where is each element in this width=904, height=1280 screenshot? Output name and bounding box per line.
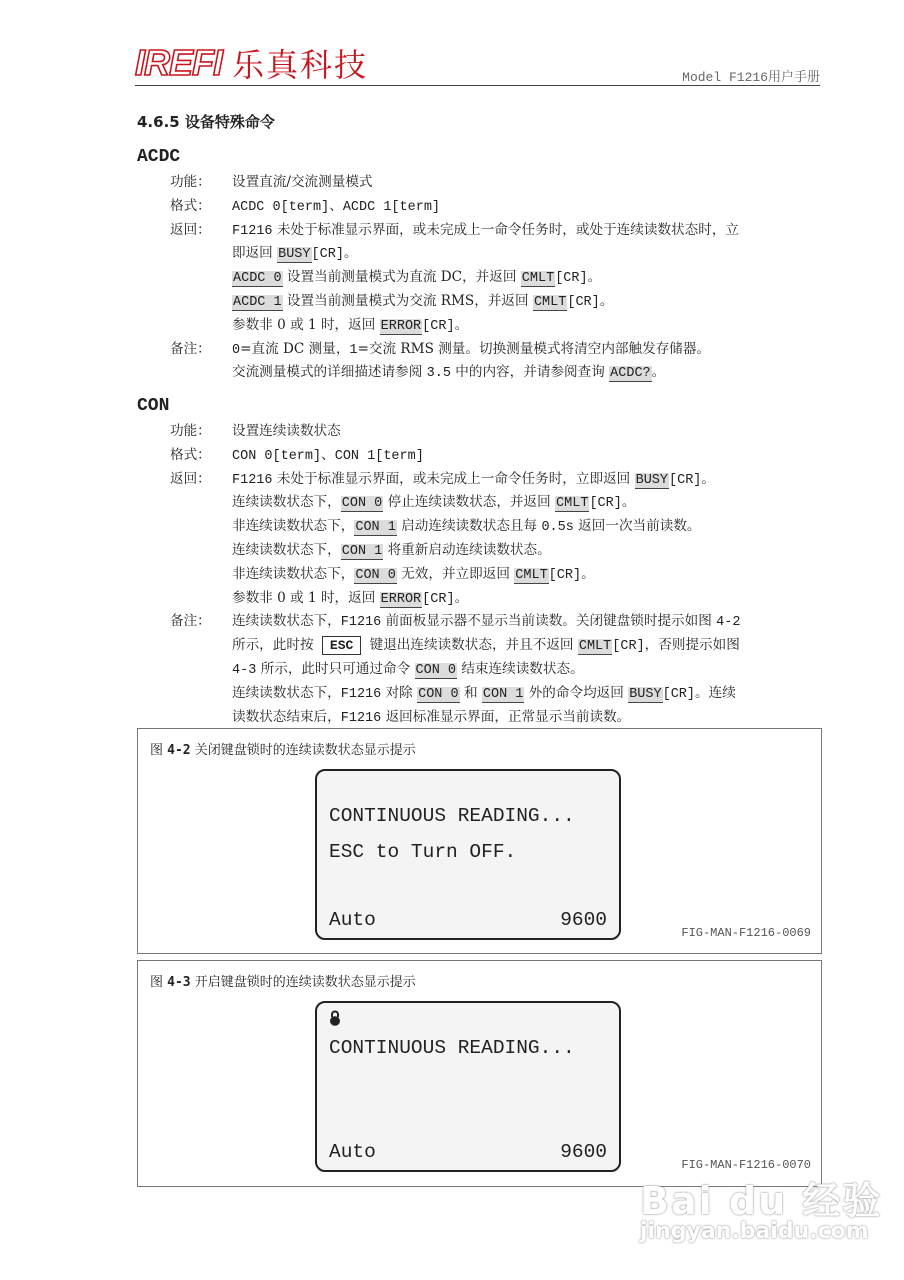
command-reference: CMLT — [533, 295, 567, 310]
code-text: ACDC 0[term] — [232, 199, 330, 215]
text-segment: 交流测量模式的详细描述请参阅 — [232, 364, 427, 381]
field-label: 格式： — [170, 446, 211, 463]
company-logo — [135, 44, 368, 82]
code-text: CON 1[term] — [334, 448, 424, 464]
figure-id: FIG-MAN-F1216-0069 — [681, 926, 811, 940]
code-text: [CR] — [662, 686, 696, 702]
text-segment: 。 — [701, 470, 715, 487]
command-reference: BUSY — [635, 472, 668, 488]
lcd-baud: 9600 — [560, 1141, 607, 1163]
command-reference: BUSY — [629, 686, 662, 702]
text-line — [232, 564, 595, 586]
logo-mark: IREFI — [135, 42, 223, 83]
text-segment: 。连续 — [695, 684, 736, 701]
code-text: 4-2 — [716, 615, 741, 631]
text-segment: 外的命令均返回 — [524, 684, 629, 701]
text-segment: 。 — [599, 293, 614, 309]
lcd-baud: 9600 — [560, 909, 607, 931]
command-reference: CON 1 — [341, 544, 383, 559]
lcd-mode: Auto — [329, 909, 376, 931]
code-text: [CR] — [567, 295, 600, 310]
lock-icon — [329, 1010, 341, 1026]
command-reference: CMLT — [578, 639, 612, 655]
code-text: F1216 — [340, 615, 382, 631]
text-line — [232, 469, 715, 491]
text-line — [232, 220, 739, 242]
text-line — [232, 243, 358, 265]
figure-number: 4-3 — [167, 975, 191, 990]
command-reference: CON 1 — [482, 686, 524, 702]
text-segment: 键退出连续读数状态，并且不返回 — [365, 637, 578, 654]
text-segment: 连续读数状态下， — [232, 684, 341, 701]
code-text: ACDC 1[term] — [342, 199, 441, 215]
code-text: 1 — [349, 342, 358, 358]
text-segment: 将重新启动连续读数状态。 — [383, 542, 551, 558]
text-line — [232, 611, 740, 633]
text-segment: 返回标准显示界面，正常显示当前读数。 — [381, 708, 631, 725]
code-text: F1216 — [232, 472, 273, 488]
code-text: F1216 — [232, 223, 273, 239]
watermark-url: jingyan.baidu.com — [640, 1219, 869, 1244]
figure-caption-text: 关闭键盘锁时的连续读数状态显示提示 — [190, 743, 416, 758]
text-segment: =交流 RMS 测量。切换测量模式将清空内部触发存储器。 — [357, 340, 711, 357]
command-reference: BUSY — [278, 247, 311, 263]
code-text: CON 0[term] — [232, 448, 322, 464]
text-segment: 参数非 0 或 1 时，返回 — [232, 316, 380, 333]
field-label: 备注： — [170, 340, 211, 357]
text-segment: =直流 DC 测量， — [240, 340, 350, 357]
text-segment: 即返回 — [232, 245, 278, 262]
text-line — [232, 445, 424, 467]
text-segment: 设置连续读数状态 — [232, 423, 341, 439]
figure-prefix: 图 — [150, 975, 168, 990]
text-line — [232, 540, 551, 562]
code-text: 4-3 — [232, 663, 257, 678]
section-title: 4.6.5 设备特殊命令 — [137, 113, 275, 131]
command-reference: CON 1 — [355, 520, 396, 536]
text-segment: 所示，此时按 — [232, 637, 318, 654]
text-segment: 。 — [454, 589, 469, 606]
figure-caption-text: 开启键盘锁时的连续读数状态显示提示 — [190, 975, 416, 990]
text-segment: 结束连续读数状态。 — [457, 661, 584, 677]
text-line — [232, 492, 635, 514]
text-segment: 设置直流/交流测量模式 — [232, 174, 373, 190]
text-segment: 对除 — [381, 684, 418, 701]
figure-id: FIG-MAN-F1216-0070 — [681, 1158, 811, 1172]
text-segment: ，否则提示如图 — [644, 637, 740, 654]
command-reference: CMLT — [521, 271, 555, 287]
field-label: 功能： — [170, 423, 211, 439]
field-label: 格式： — [170, 197, 211, 214]
code-text: 0.5s — [541, 520, 574, 536]
header-manual-title — [682, 66, 820, 85]
command-reference: ERROR — [380, 318, 422, 334]
text-segment: 。 — [343, 245, 358, 262]
code-text: 3.5 — [426, 366, 451, 382]
text-line — [232, 683, 736, 705]
baidu-watermark — [640, 1170, 882, 1244]
command-name-acdc: ACDC — [137, 147, 181, 167]
text-line — [232, 516, 701, 538]
logo-company-name: 乐真科技 — [232, 46, 369, 84]
command-reference: CON 0 — [415, 663, 457, 678]
manual-label: 用户手册 — [767, 70, 820, 85]
text-line — [232, 339, 710, 361]
text-line — [232, 635, 740, 657]
code-text: 0 — [232, 342, 241, 358]
command-reference: CON 0 — [341, 496, 383, 512]
field-label: 返回： — [170, 221, 211, 238]
text-segment: 连续读数状态下， — [232, 542, 341, 558]
code-text: [CR] — [422, 591, 455, 607]
text-segment: 和 — [459, 684, 482, 701]
field-label: 功能： — [170, 174, 211, 190]
text-segment: 未处于标准显示界面，或未完成上一命令任务时，立即返回 — [272, 470, 635, 487]
text-segment: 。 — [651, 364, 666, 381]
command-reference: ACDC 1 — [233, 295, 282, 310]
text-line — [232, 588, 468, 610]
figure-caption — [150, 739, 416, 758]
command-reference: ACDC? — [610, 366, 651, 382]
code-text: [CR] — [548, 567, 582, 583]
command-reference: CMLT — [515, 567, 548, 583]
figure-number: 4-2 — [167, 743, 191, 758]
lcd-line-1: CONTINUOUS READING... — [329, 1037, 575, 1059]
figure-4-3 — [137, 960, 822, 1187]
code-text: F1216 — [340, 710, 382, 726]
model-name: Model F1216 — [682, 70, 768, 85]
text-line — [232, 659, 584, 681]
lcd-line-1: CONTINUOUS READING... — [329, 805, 575, 827]
text-line — [232, 267, 601, 289]
code-text: [CR] — [612, 639, 645, 655]
code-text: [CR] — [555, 271, 588, 287]
text-segment: 返回一次当前读数。 — [573, 518, 701, 535]
text-line — [232, 196, 440, 218]
text-segment: 、 — [321, 446, 335, 463]
command-reference: CON 0 — [418, 686, 459, 702]
text-segment: 前面板显示器不显示当前读数。关闭键盘锁时提示如图 — [381, 613, 717, 630]
text-segment: 参数非 0 或 1 时，返回 — [232, 589, 380, 606]
text-line — [232, 362, 665, 384]
lcd-line-2: ESC to Turn OFF. — [329, 841, 517, 863]
text-segment: 设置当前测量模式为交流 RMS，并返回 — [282, 293, 533, 309]
text-segment: 停止连续读数状态，并返回 — [383, 494, 556, 511]
text-line — [232, 421, 341, 441]
text-segment: 。 — [621, 494, 636, 511]
text-segment: 非连续读数状态下， — [232, 565, 355, 582]
text-segment: 、 — [329, 197, 343, 214]
lcd-display — [315, 1001, 621, 1172]
text-segment: 连续读数状态下， — [232, 494, 341, 511]
text-segment: 。 — [587, 269, 602, 286]
command-reference: ERROR — [380, 591, 422, 607]
text-segment: 中的内容，并请参阅查询 — [450, 364, 610, 381]
command-reference: ACDC 0 — [233, 271, 282, 287]
text-segment: 非连续读数状态下， — [232, 518, 355, 535]
code-text: [CR] — [422, 318, 455, 334]
code-text: F1216 — [340, 686, 382, 702]
text-segment: 未处于标准显示界面，或未完成上一命令任务时，或处于连续读数状态时，立 — [272, 221, 740, 238]
text-segment: 读数状态结束后， — [232, 708, 341, 725]
text-segment: 设置当前测量模式为直流 DC，并返回 — [282, 269, 521, 286]
code-text: [CR] — [669, 472, 702, 488]
text-segment: 所示，此时只可通过命令 — [256, 661, 415, 677]
command-name-con: CON — [137, 396, 170, 416]
text-segment: 。 — [454, 316, 469, 333]
figure-4-2 — [137, 728, 822, 954]
esc-key: ESC — [322, 636, 361, 655]
text-segment: 无效，并立即返回 — [396, 565, 515, 582]
field-label: 返回： — [170, 470, 211, 487]
text-line — [232, 172, 373, 192]
lcd-mode: Auto — [329, 1141, 376, 1163]
field-label: 备注： — [170, 613, 211, 630]
lcd-display — [315, 769, 621, 940]
code-text: [CR] — [311, 247, 344, 263]
text-segment: 。 — [581, 565, 595, 582]
text-line — [232, 315, 468, 337]
figure-prefix: 图 — [150, 743, 168, 758]
text-segment: 启动连续读数状态且每 — [396, 518, 542, 535]
text-line — [232, 291, 613, 313]
header-divider — [135, 85, 820, 86]
text-segment: 连续读数状态下， — [232, 613, 341, 630]
text-line — [232, 707, 630, 729]
command-reference: CMLT — [556, 496, 589, 512]
figure-caption — [150, 971, 416, 990]
command-reference: CON 0 — [355, 567, 396, 583]
watermark-brand: Bai du 经验 — [640, 1179, 883, 1223]
code-text: [CR] — [589, 496, 622, 512]
